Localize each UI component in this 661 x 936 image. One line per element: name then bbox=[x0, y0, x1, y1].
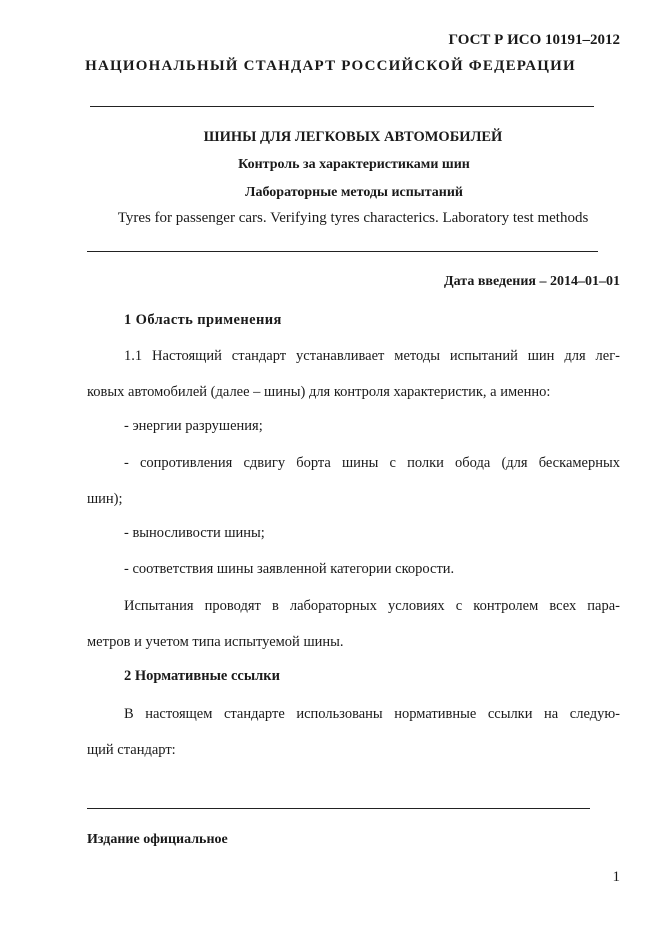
section-2-paragraph-line-2: щий стандарт: bbox=[87, 742, 176, 758]
section-1-paragraph-line-1: 1.1 Настоящий стандарт устанавливает методы испытаний шин для лег- bbox=[124, 348, 620, 364]
official-edition-label: Издание официальное bbox=[87, 832, 228, 847]
section-1-paragraph-line-2: ковых автомобилей (далее – шины) для контроля характеристик, а именно: bbox=[87, 384, 551, 400]
section-2-paragraph-line-1: В настоящем стандарте использованы нормативные ссылки на следую- bbox=[124, 706, 620, 722]
divider-title bbox=[87, 251, 598, 252]
section-1-paragraph-2-line-2: метров и учетом типа испытуемой шины. bbox=[87, 634, 344, 650]
section-1-heading: 1 Область применения bbox=[124, 312, 282, 328]
document-subtitle-2: Лабораторные методы испытаний bbox=[245, 185, 463, 200]
page-number: 1 bbox=[612, 869, 620, 885]
document-subtitle-1: Контроль за характеристиками шин bbox=[238, 157, 470, 172]
introduction-date: Дата введения – 2014–01–01 bbox=[444, 274, 620, 289]
list-item-speed-category: - соответствия шины заявленной категории скорости. bbox=[124, 561, 455, 577]
standard-title: НАЦИОНАЛЬНЫЙ СТАНДАРТ РОССИЙСКОЙ ФЕДЕРАЦИИ bbox=[85, 58, 576, 74]
divider-top bbox=[90, 106, 594, 107]
list-item-bead-line-2: шин); bbox=[87, 491, 123, 507]
section-2-heading: 2 Нормативные ссылки bbox=[124, 668, 280, 684]
document-code: ГОСТ Р ИСО 10191–2012 bbox=[448, 32, 620, 48]
english-title: Tyres for passenger cars. Verifying tyres characterics. Laboratory test methods bbox=[117, 210, 589, 226]
section-1-paragraph-2-line-1: Испытания проводят в лабораторных условиях с контролем всех пара- bbox=[124, 598, 620, 614]
list-item-energy: - энергии разрушения; bbox=[124, 418, 263, 434]
list-item-endurance: - выносливости шины; bbox=[124, 525, 265, 541]
list-item-bead-line-1: - сопротивления сдвигу борта шины с полки обода (для бескамерных bbox=[124, 455, 620, 471]
document-title: ШИНЫ ДЛЯ ЛЕГКОВЫХ АВТОМОБИЛЕЙ bbox=[203, 129, 503, 145]
divider-footer bbox=[87, 808, 590, 809]
